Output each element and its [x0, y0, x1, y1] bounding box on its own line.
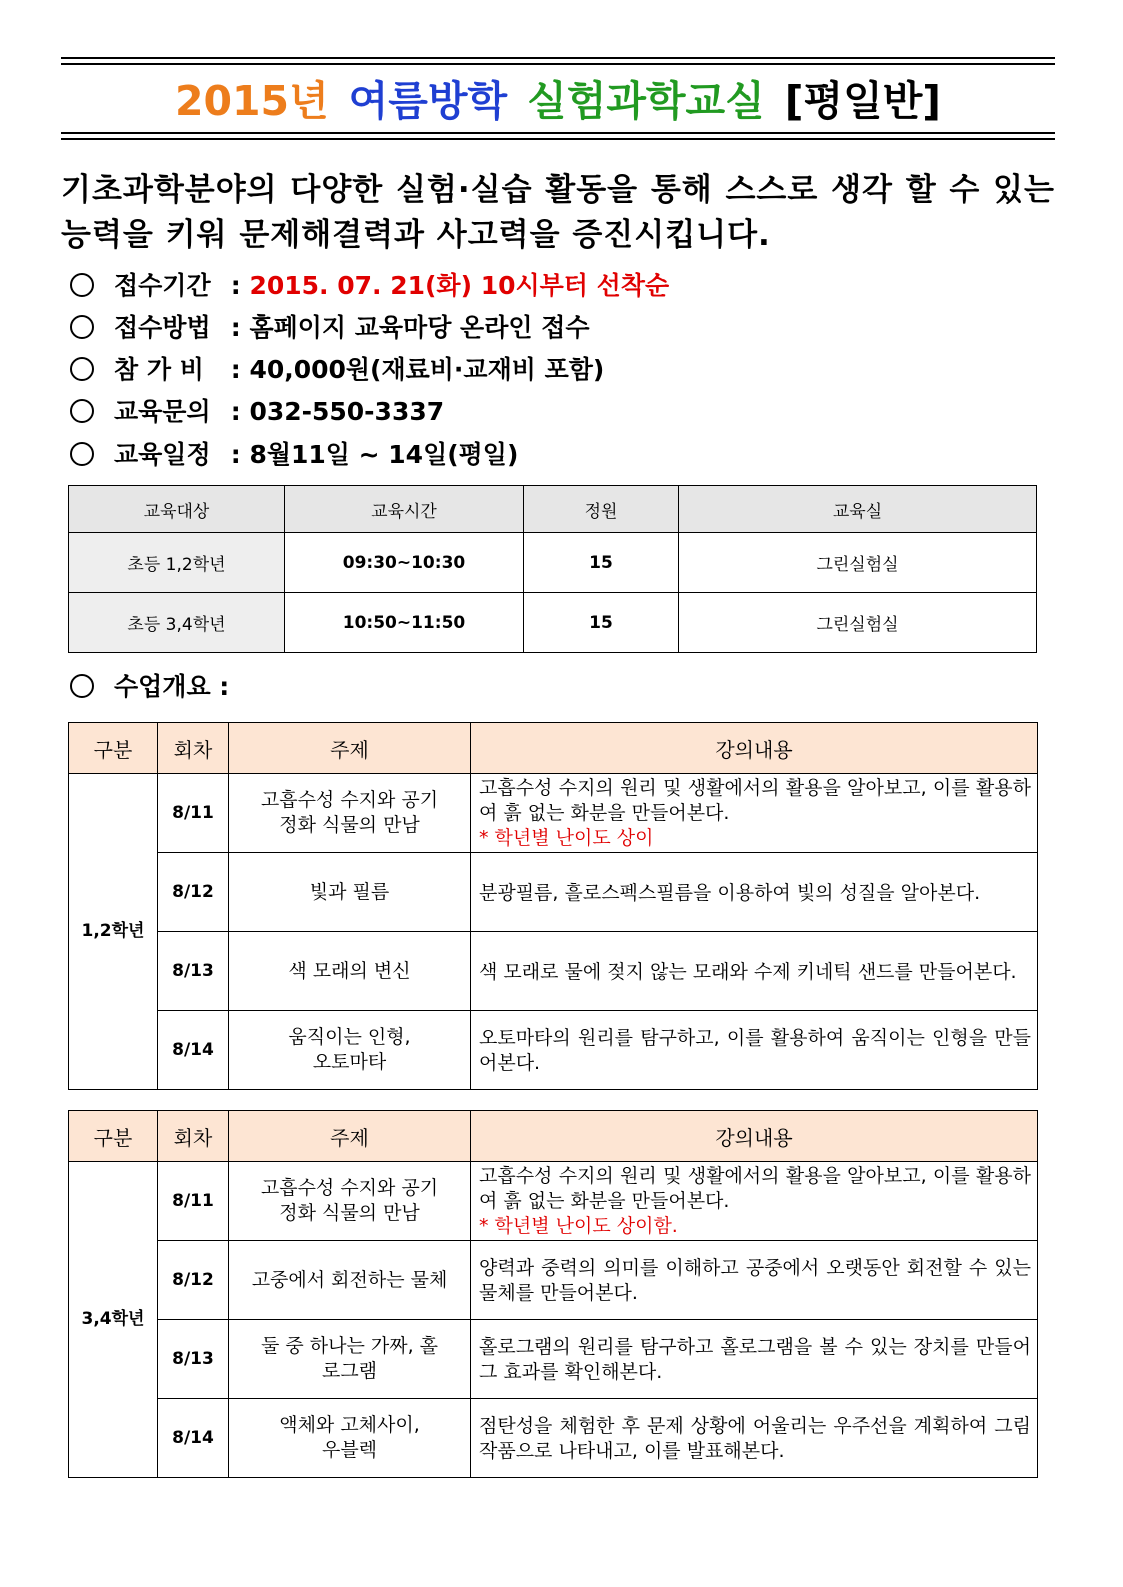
- info-label: 참 가 비: [114, 355, 204, 384]
- course-content-cell: [471, 1162, 1038, 1241]
- course-group: 3,4학년: [69, 1162, 158, 1478]
- course-date: 8/11: [158, 1162, 229, 1241]
- title-year: 2015년: [174, 77, 329, 125]
- info-label: 접수방법: [114, 313, 211, 342]
- course-content: 오토마타의 원리를 탐구하고, 이를 활용하여 움직이는 인형을 만들어본다.: [471, 1011, 1038, 1090]
- course-header-group: 구분: [69, 723, 158, 774]
- info-label: 교육문의: [114, 397, 211, 426]
- info-value: 2015. 07. 21(화) 10시부터 선착순: [249, 271, 670, 300]
- schedule-capacity: 15: [524, 533, 679, 593]
- info-schedule-dates: [66, 437, 518, 473]
- course-topic: 고중에서 회전하는 물체: [229, 1241, 471, 1320]
- course-header-session: 회차: [158, 1111, 229, 1162]
- course-header-topic: 주제: [229, 723, 471, 774]
- page-title: [61, 72, 1055, 130]
- info-value: 8월11일 ~ 14일(평일): [249, 440, 519, 469]
- course-content: 홀로그램의 원리를 탐구하고 홀로그램을 볼 수 있는 장치를 만들어 그 효과를 확인해본다.: [471, 1320, 1038, 1399]
- course-date: 8/14: [158, 1011, 229, 1090]
- course-date: 8/11: [158, 774, 229, 853]
- course-content: 색 모래로 물에 젖지 않는 모래와 수제 키네틱 샌드를 만들어본다.: [471, 932, 1038, 1011]
- info-contact: [66, 394, 444, 430]
- course-content: 고흡수성 수지의 원리 및 생활에서의 활용을 알아보고, 이를 활용하여 흙 없는 화분을 만들어본다.: [479, 1165, 1031, 1212]
- schedule-time: 10:50~11:50: [285, 593, 524, 653]
- course-content: 점탄성을 체험한 후 문제 상황에 어울리는 우주선을 계획하여 그림 작품으로 나타내고, 이를 발표해본다.: [471, 1399, 1038, 1478]
- course-header-session: 회차: [158, 723, 229, 774]
- table-row: [69, 533, 1037, 593]
- circle-bullet-icon: [70, 273, 94, 297]
- course-header-content: 강의내용: [471, 723, 1038, 774]
- overview-label: 수업개요 :: [114, 672, 230, 701]
- course-header-row: [69, 1111, 1038, 1162]
- course-header-row: [69, 723, 1038, 774]
- schedule-room: 그린실험실: [679, 533, 1037, 593]
- schedule-header-capacity: 정원: [524, 486, 679, 533]
- course-topic: 고흡수성 수지와 공기정화 식물의 만남: [229, 1162, 471, 1241]
- course-date: 8/12: [158, 1241, 229, 1320]
- title-rule-bottom-2: [61, 138, 1055, 140]
- circle-bullet-icon: [70, 315, 94, 339]
- table-row: [69, 593, 1037, 653]
- course-topic: 빛과 필름: [229, 853, 471, 932]
- info-colon: :: [230, 397, 241, 426]
- title-rule-top-1: [61, 57, 1055, 59]
- schedule-time: 09:30~10:30: [285, 533, 524, 593]
- course-topic: 움직이는 인형, 오토마타: [229, 1011, 471, 1090]
- course-content-cell: [471, 774, 1038, 853]
- info-label: 교육일정: [114, 440, 211, 469]
- table-row: [69, 853, 1038, 932]
- circle-bullet-icon: [70, 442, 94, 466]
- table-row: [69, 1162, 1038, 1241]
- course-date: 8/13: [158, 1320, 229, 1399]
- course-table-grade-1-2: [68, 722, 1038, 1090]
- info-colon: :: [230, 440, 241, 469]
- info-colon: :: [230, 313, 241, 342]
- table-row: [69, 1399, 1038, 1478]
- info-value: 40,000원(재료비·교재비 포함): [249, 355, 605, 384]
- course-topic: 고흡수성 수지와 공기정화 식물의 만남: [229, 774, 471, 853]
- table-row: [69, 932, 1038, 1011]
- schedule-table: [68, 485, 1037, 653]
- intro-text: 기초과학분야의 다양한 실험·실습 활동을 통해 스스로 생각 할 수 있는 능력을 키워 문제해결력과 사고력을 증진시킵니다.: [61, 172, 1055, 253]
- title-rule-bottom-1: [61, 132, 1055, 134]
- course-date: 8/14: [158, 1399, 229, 1478]
- table-row: [69, 1320, 1038, 1399]
- schedule-header-time: 교육시간: [285, 486, 524, 533]
- info-value: 홈페이지 교육마당 온라인 접수: [249, 313, 590, 342]
- info-registration-method: [66, 310, 590, 346]
- circle-bullet-icon: [70, 674, 94, 698]
- course-group: 1,2학년: [69, 774, 158, 1090]
- schedule-header-target: 교육대상: [69, 486, 285, 533]
- course-content: 고흡수성 수지의 원리 및 생활에서의 활용을 알아보고, 이를 활용하여 흙 없는 화분을 만들어본다.: [479, 777, 1031, 824]
- schedule-capacity: 15: [524, 593, 679, 653]
- overview-heading: [66, 669, 229, 705]
- course-date: 8/13: [158, 932, 229, 1011]
- course-note: * 학년별 난이도 상이함.: [479, 1215, 678, 1237]
- title-program: 실험과학교실: [527, 77, 765, 125]
- course-content: 양력과 중력의 의미를 이해하고 공중에서 오랫동안 회전할 수 있는 물체를 만들어본다.: [471, 1241, 1038, 1320]
- course-topic: 색 모래의 변신: [229, 932, 471, 1011]
- course-topic: 액체와 고체사이, 우블렉: [229, 1399, 471, 1478]
- course-note: * 학년별 난이도 상이: [479, 827, 654, 849]
- title-class: [평일반]: [784, 77, 942, 125]
- course-content: 분광필름, 흘로스펙스필름을 이용하여 빛의 성질을 알아본다.: [471, 853, 1038, 932]
- schedule-room: 그린실험실: [679, 593, 1037, 653]
- table-row: [69, 774, 1038, 853]
- course-date: 8/12: [158, 853, 229, 932]
- info-value: 032-550-3337: [249, 397, 445, 426]
- schedule-header-row: [69, 486, 1037, 533]
- info-registration-period: [66, 268, 669, 304]
- info-fee: [66, 352, 604, 388]
- info-colon: :: [230, 271, 241, 300]
- circle-bullet-icon: [70, 399, 94, 423]
- title-rule-top-2: [61, 63, 1055, 65]
- course-table-grade-3-4: [68, 1110, 1038, 1478]
- table-row: [69, 1241, 1038, 1320]
- schedule-header-room: 교육실: [679, 486, 1037, 533]
- table-row: [69, 1011, 1038, 1090]
- course-header-group: 구분: [69, 1111, 158, 1162]
- schedule-target: 초등 1,2학년: [69, 533, 285, 593]
- title-season: 여름방학: [348, 77, 508, 125]
- course-header-topic: 주제: [229, 1111, 471, 1162]
- course-header-content: 강의내용: [471, 1111, 1038, 1162]
- circle-bullet-icon: [70, 357, 94, 381]
- info-colon: :: [230, 355, 241, 384]
- course-topic: 둘 중 하나는 가짜, 홀로그램: [229, 1320, 471, 1399]
- info-label: 접수기간: [114, 271, 211, 300]
- schedule-target: 초등 3,4학년: [69, 593, 285, 653]
